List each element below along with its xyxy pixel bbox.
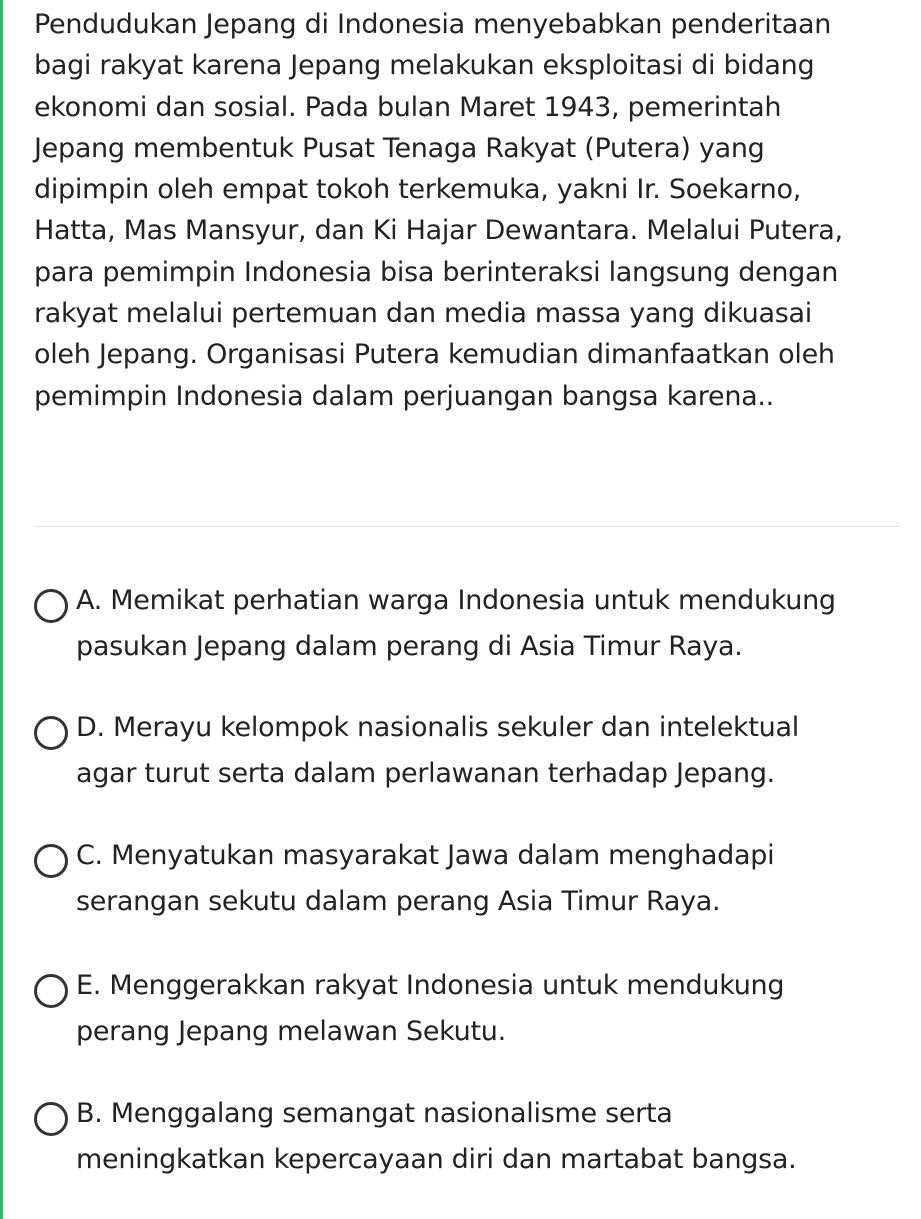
option-line-2: agar turut serta dalam perlawanan terhadap Jepang. xyxy=(76,758,775,789)
left-accent-bar xyxy=(0,0,3,1219)
question-line: oleh Jepang. Organisasi Putera kemudian dimanfaatkan oleh xyxy=(34,339,835,371)
question-line: ekonomi dan sosial. Pada bulan Maret 1943, pemerintah xyxy=(34,91,782,123)
answer-option-label xyxy=(76,1091,796,1183)
radio-button-icon[interactable] xyxy=(34,844,68,878)
answer-option-label xyxy=(76,833,774,925)
option-line-2: serangan sekutu dalam perang Asia Timur Raya. xyxy=(76,886,721,917)
radio-button-icon[interactable] xyxy=(34,716,68,750)
answer-option-c[interactable] xyxy=(34,833,900,929)
question-line: dipimpin oleh empat tokoh terkemuka, yakni Ir. Soekarno, xyxy=(34,174,801,206)
option-line-1: D. Merayu kelompok nasionalis sekuler dan intelektual xyxy=(76,712,799,743)
answer-option-d[interactable] xyxy=(34,705,900,801)
answer-option-label xyxy=(76,963,784,1055)
radio-button-icon[interactable] xyxy=(34,1102,68,1136)
question-line: rakyat melalui pertemuan dan media massa yang dikuasai xyxy=(34,298,812,330)
option-line-1: B. Menggalang semangat nasionalisme serta xyxy=(76,1098,673,1129)
question-line: bagi rakyat karena Jepang melakukan eksploitasi di bidang xyxy=(34,50,815,82)
answer-option-label xyxy=(76,705,799,797)
option-line-1: A. Memikat perhatian warga Indonesia untuk mendukung xyxy=(76,585,836,616)
answer-option-label xyxy=(76,578,836,670)
radio-button-icon[interactable] xyxy=(34,589,68,623)
question-line: para pemimpin Indonesia bisa berinteraksi langsung dengan xyxy=(34,256,839,288)
question-line: Jepang membentuk Pusat Tenaga Rakyat (Putera) yang xyxy=(34,132,765,164)
question-line: pemimpin Indonesia dalam perjuangan bangsa karena.. xyxy=(34,380,774,412)
option-line-1: C. Menyatukan masyarakat Jawa dalam menghadapi xyxy=(76,840,775,871)
option-line-1: E. Menggerakkan rakyat Indonesia untuk mendukung xyxy=(76,970,785,1001)
answer-option-e[interactable] xyxy=(34,963,900,1059)
radio-button-icon[interactable] xyxy=(34,974,68,1008)
option-line-2: perang Jepang melawan Sekutu. xyxy=(76,1016,506,1047)
answer-option-a[interactable] xyxy=(34,578,900,674)
question-line: Pendudukan Jepang di Indonesia menyebabkan penderitaan xyxy=(34,9,832,40)
answer-option-b[interactable] xyxy=(34,1091,900,1187)
question-line: Hatta, Mas Mansyur, dan Ki Hajar Dewantara. Melalui Putera, xyxy=(34,215,843,247)
option-line-2: meningkatkan kepercayaan diri dan martabat bangsa. xyxy=(76,1144,797,1175)
option-line-2: pasukan Jepang dalam perang di Asia Timur Raya. xyxy=(76,631,743,662)
question-text xyxy=(34,4,894,417)
question-divider xyxy=(34,526,900,527)
